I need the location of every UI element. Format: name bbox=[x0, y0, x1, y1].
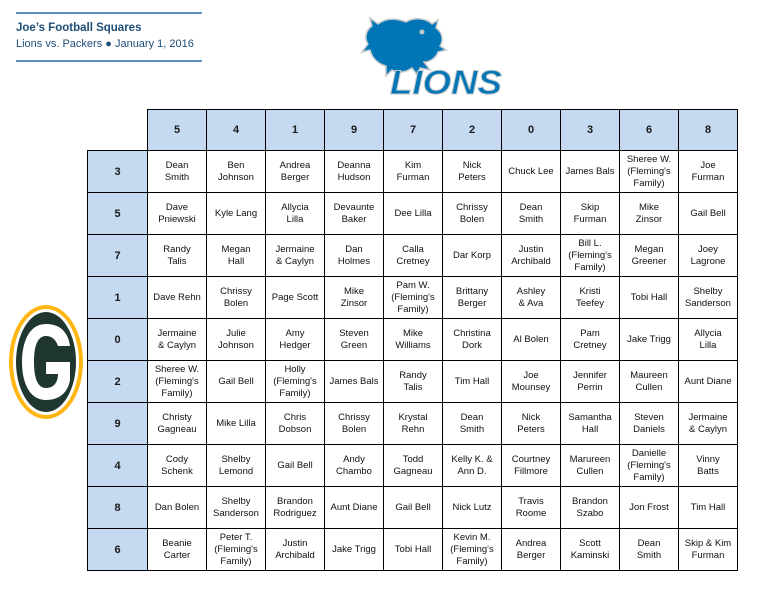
square-cell: Dean Smith bbox=[148, 151, 207, 193]
lions-logo bbox=[360, 16, 506, 100]
square-cell: Sheree W. (Fleming's Family) bbox=[148, 361, 207, 403]
square-cell: Vinny Batts bbox=[679, 445, 738, 487]
row-number-7: 7 bbox=[88, 235, 148, 277]
square-cell: James Bals bbox=[325, 361, 384, 403]
square-cell: Jermaine & Caylyn bbox=[148, 319, 207, 361]
square-cell: Justin Archibald bbox=[502, 235, 561, 277]
square-cell: Chrissy Bolen bbox=[207, 277, 266, 319]
column-number-9: 9 bbox=[325, 110, 384, 151]
square-cell: Kim Furman bbox=[384, 151, 443, 193]
square-cell: Christy Gagneau bbox=[148, 403, 207, 445]
square-cell: Pam W. (Fleming's Family) bbox=[384, 277, 443, 319]
square-cell: Allycia Lilla bbox=[266, 193, 325, 235]
square-cell: Nick Peters bbox=[443, 151, 502, 193]
page-subtitle: Lions vs. Packers ● January 1, 2016 bbox=[16, 38, 194, 50]
square-cell: Danielle (Fleming's Family) bbox=[620, 445, 679, 487]
square-cell: Gail Bell bbox=[679, 193, 738, 235]
squares-grid bbox=[87, 109, 738, 571]
title-top-rule bbox=[16, 12, 202, 14]
row-number-4: 4 bbox=[88, 445, 148, 487]
column-number-5: 5 bbox=[148, 110, 207, 151]
square-cell: Todd Gagneau bbox=[384, 445, 443, 487]
square-cell: Samantha Hall bbox=[561, 403, 620, 445]
table-row bbox=[88, 487, 738, 529]
square-cell: Randy Talis bbox=[384, 361, 443, 403]
square-cell: Krystal Rehn bbox=[384, 403, 443, 445]
corner-blank bbox=[88, 110, 148, 151]
row-number-5: 5 bbox=[88, 193, 148, 235]
square-cell: Mike Zinsor bbox=[620, 193, 679, 235]
row-number-0: 0 bbox=[88, 319, 148, 361]
column-header-row bbox=[88, 110, 738, 151]
table-row bbox=[88, 193, 738, 235]
square-cell: Gail Bell bbox=[207, 361, 266, 403]
column-number-4: 4 bbox=[207, 110, 266, 151]
square-cell: Mike Zinsor bbox=[325, 277, 384, 319]
square-cell: Skip Furman bbox=[561, 193, 620, 235]
square-cell: Cody Schenk bbox=[148, 445, 207, 487]
packers-g-icon bbox=[22, 324, 70, 400]
square-cell: Nick Peters bbox=[502, 403, 561, 445]
column-number-8: 8 bbox=[679, 110, 738, 151]
table-row bbox=[88, 445, 738, 487]
square-cell: Chuck Lee bbox=[502, 151, 561, 193]
square-cell: Chrissy Bolen bbox=[325, 403, 384, 445]
column-number-0: 0 bbox=[502, 110, 561, 151]
square-cell: Aunt Diane bbox=[679, 361, 738, 403]
column-number-7: 7 bbox=[384, 110, 443, 151]
square-cell: Aunt Diane bbox=[325, 487, 384, 529]
square-cell: Bill L. (Fleming's Family) bbox=[561, 235, 620, 277]
square-cell: Dee Lilla bbox=[384, 193, 443, 235]
square-cell: Shelby Sanderson bbox=[679, 277, 738, 319]
square-cell: Megan Hall bbox=[207, 235, 266, 277]
packers-logo bbox=[8, 304, 84, 420]
row-number-6: 6 bbox=[88, 529, 148, 571]
square-cell: Jermaine & Caylyn bbox=[679, 403, 738, 445]
square-cell: Justin Archibald bbox=[266, 529, 325, 571]
square-cell: Dean Smith bbox=[620, 529, 679, 571]
square-cell: Dean Smith bbox=[443, 403, 502, 445]
square-cell: Kevin M. (Fleming's Family) bbox=[443, 529, 502, 571]
square-cell: Courtney Fillmore bbox=[502, 445, 561, 487]
column-number-1: 1 bbox=[266, 110, 325, 151]
column-number-6: 6 bbox=[620, 110, 679, 151]
square-cell: Dave Rehn bbox=[148, 277, 207, 319]
row-number-8: 8 bbox=[88, 487, 148, 529]
square-cell: Devaunte Baker bbox=[325, 193, 384, 235]
square-cell: Chris Dobson bbox=[266, 403, 325, 445]
square-cell: Dan Holmes bbox=[325, 235, 384, 277]
title-block bbox=[16, 12, 202, 62]
square-cell: Deanna Hudson bbox=[325, 151, 384, 193]
square-cell: Steven Green bbox=[325, 319, 384, 361]
square-cell: Jon Frost bbox=[620, 487, 679, 529]
table-row bbox=[88, 361, 738, 403]
square-cell: Andy Chambo bbox=[325, 445, 384, 487]
square-cell: Megan Greener bbox=[620, 235, 679, 277]
square-cell: Jake Trigg bbox=[620, 319, 679, 361]
square-cell: Scott Kaminski bbox=[561, 529, 620, 571]
square-cell: Dar Korp bbox=[443, 235, 502, 277]
square-cell: Julie Johnson bbox=[207, 319, 266, 361]
square-cell: Tim Hall bbox=[443, 361, 502, 403]
square-cell: Calla Cretney bbox=[384, 235, 443, 277]
row-number-3: 3 bbox=[88, 151, 148, 193]
square-cell: Mike Lilla bbox=[207, 403, 266, 445]
square-cell: Holly (Fleming's Family) bbox=[266, 361, 325, 403]
square-cell: Brandon Szabo bbox=[561, 487, 620, 529]
page-title: Joe’s Football Squares bbox=[16, 22, 142, 34]
square-cell: Dave Pniewski bbox=[148, 193, 207, 235]
square-cell: Al Bolen bbox=[502, 319, 561, 361]
square-cell: Andrea Berger bbox=[502, 529, 561, 571]
square-cell: Maureen Cullen bbox=[620, 361, 679, 403]
square-cell: Shelby Sanderson bbox=[207, 487, 266, 529]
square-cell: Dean Smith bbox=[502, 193, 561, 235]
square-cell: Skip & Kim Furman bbox=[679, 529, 738, 571]
square-cell: Pam Cretney bbox=[561, 319, 620, 361]
square-cell: Tim Hall bbox=[679, 487, 738, 529]
square-cell: Christina Dork bbox=[443, 319, 502, 361]
lions-wordmark: LIONS bbox=[390, 64, 503, 100]
square-cell: Nick Lutz bbox=[443, 487, 502, 529]
square-cell: James Bals bbox=[561, 151, 620, 193]
square-cell: Joe Furman bbox=[679, 151, 738, 193]
square-cell: Mike Williams bbox=[384, 319, 443, 361]
square-cell: Joe Mounsey bbox=[502, 361, 561, 403]
square-cell: Brittany Berger bbox=[443, 277, 502, 319]
table-row bbox=[88, 403, 738, 445]
square-cell: Brandon Rodriguez bbox=[266, 487, 325, 529]
square-cell: Allycia Lilla bbox=[679, 319, 738, 361]
square-cell: Amy Hedger bbox=[266, 319, 325, 361]
title-bottom-rule bbox=[16, 60, 202, 62]
square-cell: Kelly K. & Ann D. bbox=[443, 445, 502, 487]
square-cell: Jennifer Perrin bbox=[561, 361, 620, 403]
square-cell: Peter T. (Fleming's Family) bbox=[207, 529, 266, 571]
square-cell: Travis Roome bbox=[502, 487, 561, 529]
square-cell: Chrissy Bolen bbox=[443, 193, 502, 235]
table-row bbox=[88, 529, 738, 571]
square-cell: Tobi Hall bbox=[384, 529, 443, 571]
table-row bbox=[88, 319, 738, 361]
square-cell: Ben Johnson bbox=[207, 151, 266, 193]
table-row bbox=[88, 151, 738, 193]
square-cell: Page Scott bbox=[266, 277, 325, 319]
column-number-2: 2 bbox=[443, 110, 502, 151]
square-cell: Jermaine & Caylyn bbox=[266, 235, 325, 277]
row-number-2: 2 bbox=[88, 361, 148, 403]
square-cell: Randy Talis bbox=[148, 235, 207, 277]
row-number-9: 9 bbox=[88, 403, 148, 445]
square-cell: Shelby Lemond bbox=[207, 445, 266, 487]
square-cell: Sheree W. (Fleming's Family) bbox=[620, 151, 679, 193]
square-cell: Steven Daniels bbox=[620, 403, 679, 445]
square-cell: Kristi Teefey bbox=[561, 277, 620, 319]
square-cell: Dan Bolen bbox=[148, 487, 207, 529]
square-cell: Tobi Hall bbox=[620, 277, 679, 319]
row-number-1: 1 bbox=[88, 277, 148, 319]
square-cell: Joey Lagrone bbox=[679, 235, 738, 277]
table-row bbox=[88, 277, 738, 319]
square-cell: Beanie Carter bbox=[148, 529, 207, 571]
square-cell: Jake Trigg bbox=[325, 529, 384, 571]
square-cell: Andrea Berger bbox=[266, 151, 325, 193]
square-cell: Ashley & Ava bbox=[502, 277, 561, 319]
table-row bbox=[88, 235, 738, 277]
square-cell: Kyle Lang bbox=[207, 193, 266, 235]
square-cell: Gail Bell bbox=[266, 445, 325, 487]
square-cell: Marureen Cullen bbox=[561, 445, 620, 487]
square-cell: Gail Bell bbox=[384, 487, 443, 529]
column-number-3: 3 bbox=[561, 110, 620, 151]
